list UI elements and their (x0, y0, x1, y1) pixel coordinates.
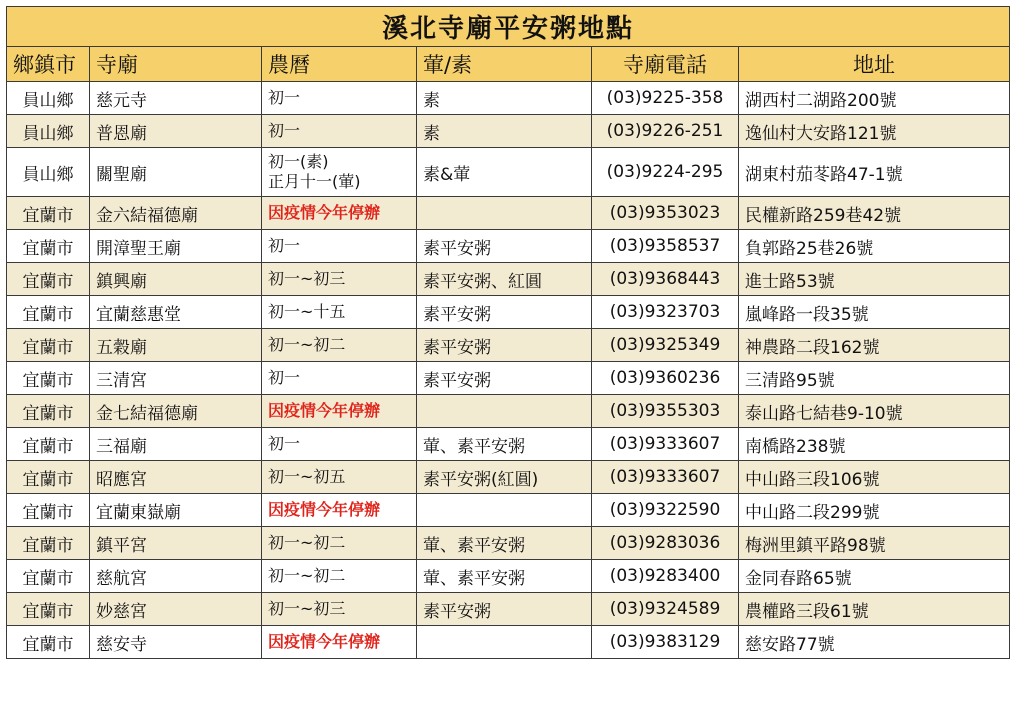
table-row (7, 296, 1010, 329)
cell-diet: 素平安粥 (417, 593, 592, 626)
cell-diet: 素平安粥 (417, 362, 592, 395)
cell-phone: (03)9355303 (592, 395, 739, 428)
cell-temple: 金六結福德廟 (90, 197, 262, 230)
cell-lunar (262, 329, 417, 362)
cell-lunar (262, 527, 417, 560)
cell-township: 員山鄉 (7, 115, 90, 148)
table-row (7, 428, 1010, 461)
cell-lunar-cancelled (262, 626, 417, 659)
table-row (7, 329, 1010, 362)
cell-address: 慈安路77號 (739, 626, 1010, 659)
lunar-line: 初一~初三 (268, 269, 346, 288)
cell-temple: 五穀廟 (90, 329, 262, 362)
cell-address: 嵐峰路一段35號 (739, 296, 1010, 329)
cell-temple: 宜蘭慈惠堂 (90, 296, 262, 329)
cell-township: 員山鄉 (7, 148, 90, 197)
cell-township: 宜蘭市 (7, 362, 90, 395)
cell-lunar-cancelled (262, 494, 417, 527)
cell-phone: (03)9324589 (592, 593, 739, 626)
cell-lunar-cancelled (262, 197, 417, 230)
cell-phone: (03)9360236 (592, 362, 739, 395)
cell-lunar (262, 230, 417, 263)
cell-lunar (262, 560, 417, 593)
lunar-line: 初一 (268, 121, 301, 140)
cell-temple: 普恩廟 (90, 115, 262, 148)
cell-phone: (03)9333607 (592, 461, 739, 494)
cell-address: 負郭路25巷26號 (739, 230, 1010, 263)
cell-phone: (03)9224-295 (592, 148, 739, 197)
header-diet: 葷/素 (417, 47, 592, 82)
lunar-line: 初一 (268, 88, 301, 107)
cell-diet: 素平安粥、紅圓 (417, 263, 592, 296)
cell-temple: 妙慈宮 (90, 593, 262, 626)
table-row (7, 560, 1010, 593)
cell-phone: (03)9383129 (592, 626, 739, 659)
cell-lunar (262, 263, 417, 296)
cell-temple: 三清宮 (90, 362, 262, 395)
cell-address: 進士路53號 (739, 263, 1010, 296)
lunar-line: 初一~初三 (268, 599, 346, 618)
cell-address: 南橋路238號 (739, 428, 1010, 461)
temple-porridge-table (6, 6, 1010, 659)
table-row (7, 593, 1010, 626)
table-row (7, 395, 1010, 428)
lunar-line: 因疫情今年停辦 (268, 632, 381, 651)
title-row (7, 7, 1010, 47)
cell-lunar (262, 428, 417, 461)
lunar-line: 初一 (268, 434, 301, 453)
cell-temple: 鎮興廟 (90, 263, 262, 296)
cell-temple: 慈航宮 (90, 560, 262, 593)
table-row (7, 362, 1010, 395)
cell-phone: (03)9322590 (592, 494, 739, 527)
cell-phone: (03)9226-251 (592, 115, 739, 148)
cell-diet: 素 (417, 115, 592, 148)
cell-phone: (03)9333607 (592, 428, 739, 461)
cell-phone: (03)9225-358 (592, 82, 739, 115)
cell-address: 湖東村茄苳路47-1號 (739, 148, 1010, 197)
table-row (7, 230, 1010, 263)
cell-lunar (262, 593, 417, 626)
cell-temple: 昭應宮 (90, 461, 262, 494)
cell-address: 湖西村二湖路200號 (739, 82, 1010, 115)
cell-township: 宜蘭市 (7, 461, 90, 494)
cell-township: 宜蘭市 (7, 494, 90, 527)
lunar-line: 因疫情今年停辦 (268, 401, 381, 420)
lunar-line: 初一 (268, 368, 301, 387)
cell-diet: 素平安粥 (417, 230, 592, 263)
cell-township: 宜蘭市 (7, 329, 90, 362)
cell-temple: 三福廟 (90, 428, 262, 461)
cell-diet (417, 494, 592, 527)
lunar-line: 初一~初二 (268, 566, 346, 585)
cell-diet: 葷、素平安粥 (417, 527, 592, 560)
header-temple: 寺廟 (90, 47, 262, 82)
cell-diet: 素&葷 (417, 148, 592, 197)
table-row (7, 115, 1010, 148)
cell-temple: 開漳聖王廟 (90, 230, 262, 263)
cell-temple: 關聖廟 (90, 148, 262, 197)
lunar-line: 初一~初二 (268, 533, 346, 552)
table-row (7, 82, 1010, 115)
cell-address: 中山路三段106號 (739, 461, 1010, 494)
lunar-line: 初一~初二 (268, 335, 346, 354)
cell-temple: 宜蘭東嶽廟 (90, 494, 262, 527)
cell-lunar (262, 115, 417, 148)
cell-diet: 葷、素平安粥 (417, 560, 592, 593)
cell-address: 民權新路259巷42號 (739, 197, 1010, 230)
cell-address: 神農路二段162號 (739, 329, 1010, 362)
cell-township: 宜蘭市 (7, 626, 90, 659)
cell-diet: 素平安粥(紅圓) (417, 461, 592, 494)
cell-diet (417, 395, 592, 428)
cell-diet: 素 (417, 82, 592, 115)
lunar-line: 初一 (268, 236, 301, 255)
cell-address: 農權路三段61號 (739, 593, 1010, 626)
cell-temple: 鎮平宮 (90, 527, 262, 560)
table-row (7, 494, 1010, 527)
cell-phone: (03)9325349 (592, 329, 739, 362)
cell-township: 宜蘭市 (7, 263, 90, 296)
cell-township: 宜蘭市 (7, 230, 90, 263)
cell-temple: 慈安寺 (90, 626, 262, 659)
cell-township: 宜蘭市 (7, 395, 90, 428)
table-row (7, 197, 1010, 230)
cell-address: 金同春路65號 (739, 560, 1010, 593)
header-phone: 寺廟電話 (592, 47, 739, 82)
cell-phone: (03)9323703 (592, 296, 739, 329)
table-row (7, 626, 1010, 659)
cell-temple: 金七結福德廟 (90, 395, 262, 428)
cell-township: 宜蘭市 (7, 593, 90, 626)
cell-township: 宜蘭市 (7, 428, 90, 461)
table-row (7, 263, 1010, 296)
header-township: 鄉鎮市 (7, 47, 90, 82)
lunar-line: 正月十一(葷) (268, 172, 361, 191)
cell-phone: (03)9353023 (592, 197, 739, 230)
cell-temple: 慈元寺 (90, 82, 262, 115)
header-address: 地址 (739, 47, 1010, 82)
cell-township: 員山鄉 (7, 82, 90, 115)
lunar-line: 因疫情今年停辦 (268, 203, 381, 222)
cell-diet: 葷、素平安粥 (417, 428, 592, 461)
cell-diet (417, 626, 592, 659)
cell-address: 梅洲里鎮平路98號 (739, 527, 1010, 560)
cell-phone: (03)9283400 (592, 560, 739, 593)
cell-diet: 素平安粥 (417, 296, 592, 329)
table-row (7, 148, 1010, 197)
cell-address: 逸仙村大安路121號 (739, 115, 1010, 148)
header-row (7, 47, 1010, 82)
cell-phone: (03)9368443 (592, 263, 739, 296)
cell-lunar (262, 362, 417, 395)
cell-address: 泰山路七結巷9-10號 (739, 395, 1010, 428)
cell-township: 宜蘭市 (7, 197, 90, 230)
lunar-line: 因疫情今年停辦 (268, 500, 381, 519)
cell-lunar (262, 148, 417, 197)
table-row (7, 527, 1010, 560)
header-lunar: 農曆 (262, 47, 417, 82)
cell-diet (417, 197, 592, 230)
lunar-line: 初一~十五 (268, 302, 346, 321)
table-row (7, 461, 1010, 494)
cell-township: 宜蘭市 (7, 527, 90, 560)
cell-lunar (262, 296, 417, 329)
cell-lunar (262, 461, 417, 494)
table-title: 溪北寺廟平安粥地點 (7, 7, 1010, 47)
cell-township: 宜蘭市 (7, 560, 90, 593)
cell-lunar (262, 82, 417, 115)
lunar-line: 初一(素) (268, 152, 329, 171)
cell-diet: 素平安粥 (417, 329, 592, 362)
cell-lunar-cancelled (262, 395, 417, 428)
cell-phone: (03)9358537 (592, 230, 739, 263)
lunar-line: 初一~初五 (268, 467, 346, 486)
cell-address: 中山路二段299號 (739, 494, 1010, 527)
cell-address: 三清路95號 (739, 362, 1010, 395)
table-body (7, 82, 1010, 659)
temple-porridge-table-sheet (6, 6, 1009, 659)
cell-township: 宜蘭市 (7, 296, 90, 329)
cell-phone: (03)9283036 (592, 527, 739, 560)
